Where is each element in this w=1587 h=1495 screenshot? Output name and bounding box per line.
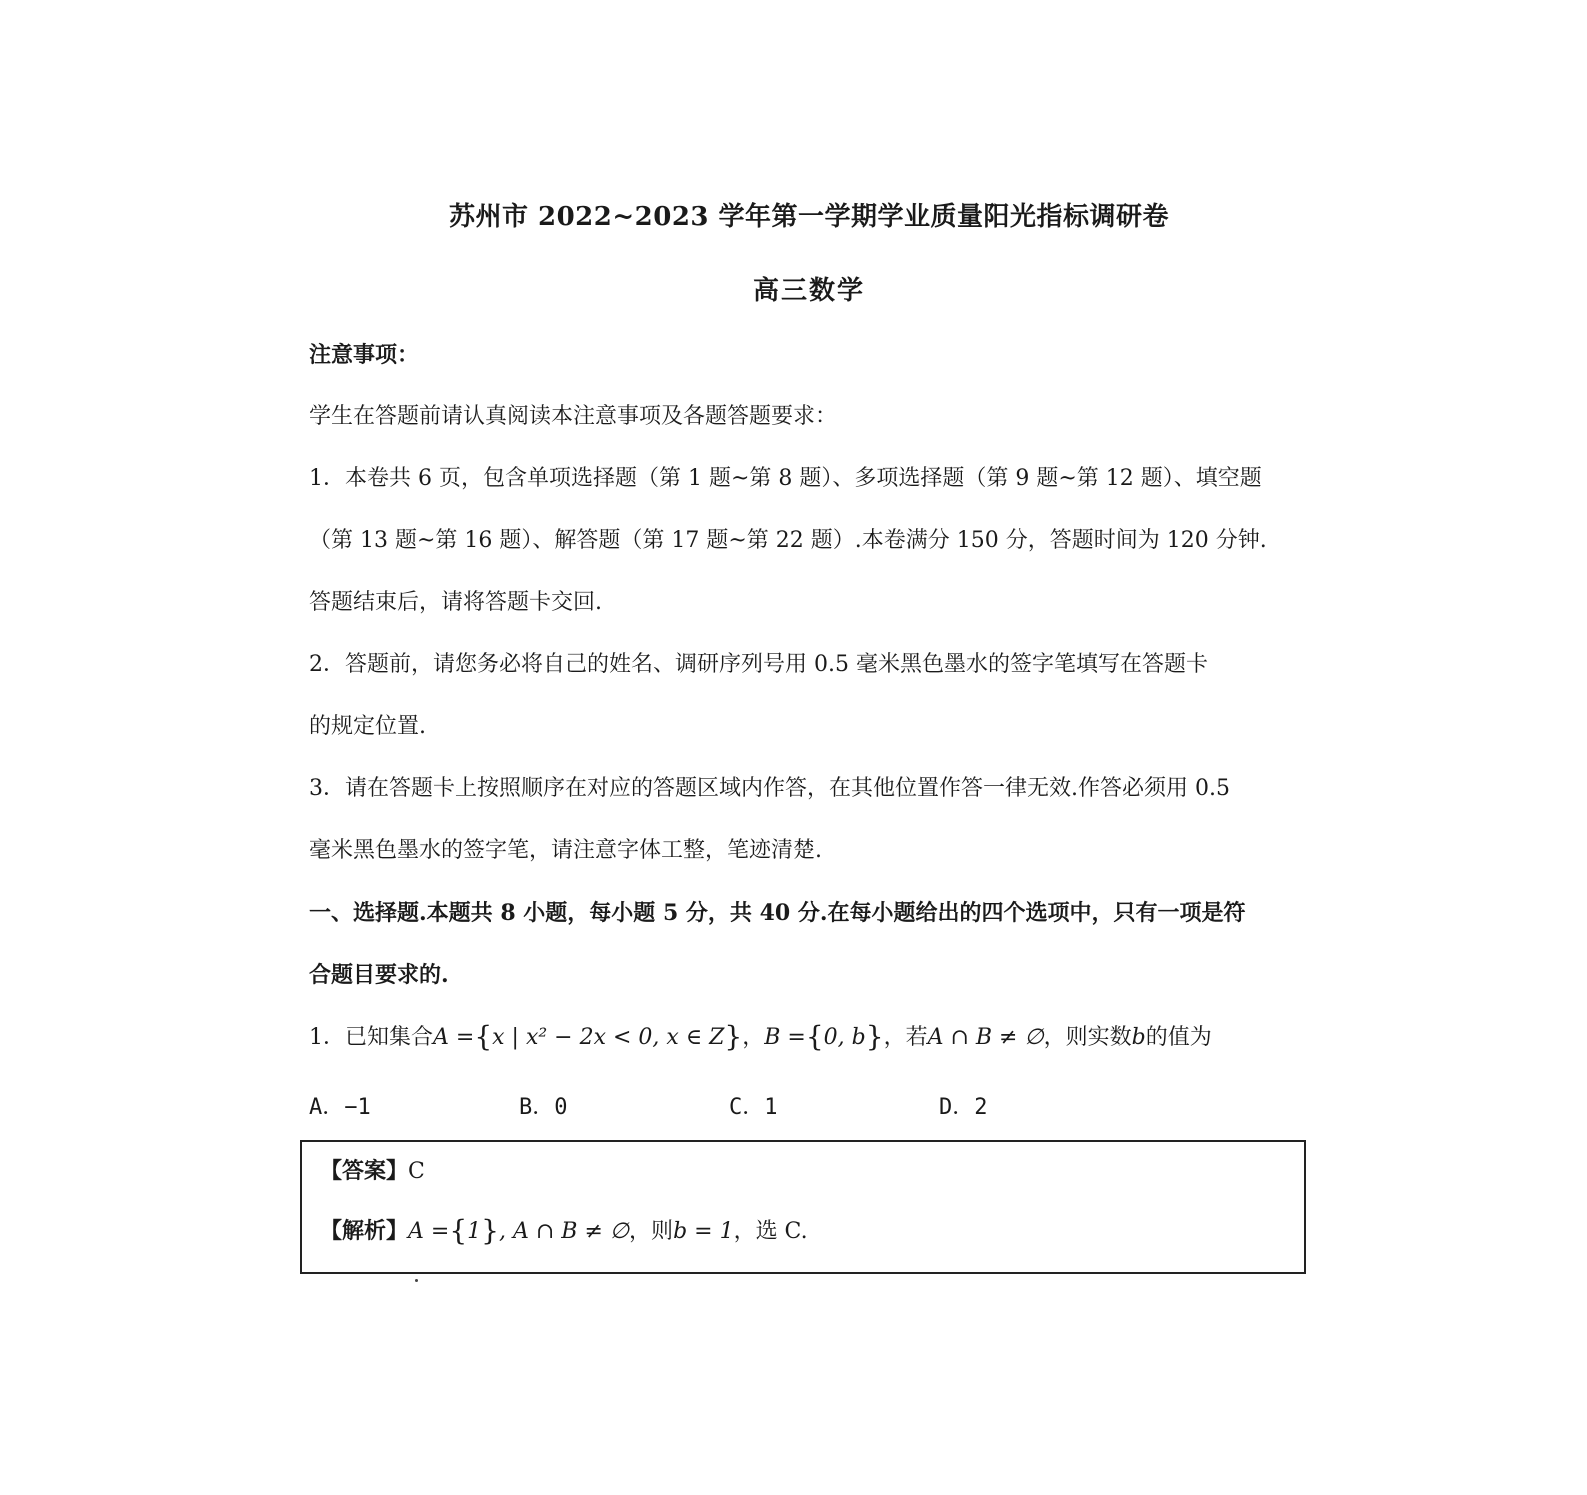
condition-expression: A ∩ B ≠ ∅ [927, 1025, 1044, 1050]
answer-label: 【答案】 [320, 1158, 409, 1184]
notice-item-2-line-2: 的规定位置. [309, 714, 426, 739]
set-a-lhs: A = [433, 1025, 475, 1050]
exam-subject: 高三数学 [752, 276, 865, 306]
set-a-body: x | x² − 2x < 0, x ∈ Z [492, 1025, 725, 1050]
left-brace-glyph: { [805, 1020, 824, 1053]
question-1-stem [309, 1022, 1299, 1053]
set-separator: ， [742, 1025, 765, 1050]
right-brace-glyph: } [481, 1214, 499, 1247]
analysis-line [320, 1214, 808, 1247]
analysis-label: 【解析】 [320, 1218, 409, 1244]
option-a: A．−1 [309, 1095, 371, 1120]
notice-item-1-line-3: 答题结束后，请将答题卡交回. [309, 590, 602, 615]
option-c: C．1 [729, 1095, 778, 1120]
section-1-heading-line-1: 一、选择题.本题共 8 小题，每小题 5 分，共 40 分.在每小题给出的四个选项中，只有一项是符 [309, 900, 1246, 926]
notice-item-2-line-1: 2．答题前，请您务必将自己的姓名、调研序列号用 0.5 毫米黑色墨水的签字笔填写在答题卡 [309, 652, 1208, 677]
variable-b: b [1131, 1025, 1146, 1050]
notice-item-1-line-2: （第 13 题~第 16 题）、解答题（第 17 题~第 22 题）.本卷满分 150 分，答题时间为 120 分钟. [309, 528, 1267, 553]
left-brace-glyph: { [449, 1214, 468, 1247]
condition-prefix: ，若 [883, 1025, 928, 1050]
analysis-equation: b = 1 [673, 1219, 734, 1244]
answer-value: C [408, 1159, 425, 1184]
analysis-conclusion: ，则 [629, 1219, 674, 1244]
question-1-options [309, 1090, 1299, 1120]
set-b-lhs: B = [764, 1025, 806, 1050]
analysis-choice: ，选 C. [733, 1219, 808, 1244]
question-1-number: 1．已知集合 [309, 1025, 433, 1050]
left-brace-glyph: { [474, 1020, 493, 1053]
scan-speck [415, 1279, 418, 1282]
analysis-set-lhs: A = [408, 1219, 450, 1244]
answer-box [300, 1140, 1306, 1274]
option-b: B．0 [519, 1095, 568, 1120]
notice-item-3-line-1: 3．请在答题卡上按照顺序在对应的答题区域内作答，在其他位置作答一律无效.作答必须用 0.5 [309, 776, 1230, 801]
exam-title: 苏州市 2022~2023 学年第一学期学业质量阳光指标调研卷 [448, 202, 1170, 232]
notice-item-3-line-2: 毫米黑色墨水的签字笔，请注意字体工整，笔迹清楚. [309, 838, 822, 863]
notice-item-1-line-1: 1．本卷共 6 页，包含单项选择题（第 1 题~第 8 题）、多项选择题（第 9 题~第 12 题）、填空题 [309, 466, 1262, 491]
notice-intro: 学生在答题前请认真阅读本注意事项及各题答题要求： [309, 404, 838, 429]
notice-heading: 注意事项： [309, 342, 420, 368]
analysis-set-body: 1 [467, 1219, 482, 1244]
question-1-tail-2: 的值为 [1145, 1025, 1212, 1050]
right-brace-glyph: } [865, 1020, 884, 1053]
set-b-body: 0, b [823, 1025, 866, 1050]
question-1-tail: ，则实数 [1043, 1025, 1132, 1050]
analysis-rest: , A ∩ B ≠ ∅ [499, 1219, 630, 1244]
section-1-heading-line-2: 合题目要求的. [309, 962, 449, 988]
answer-line [320, 1154, 425, 1185]
option-d: D．2 [939, 1095, 988, 1120]
right-brace-glyph: } [724, 1020, 743, 1053]
